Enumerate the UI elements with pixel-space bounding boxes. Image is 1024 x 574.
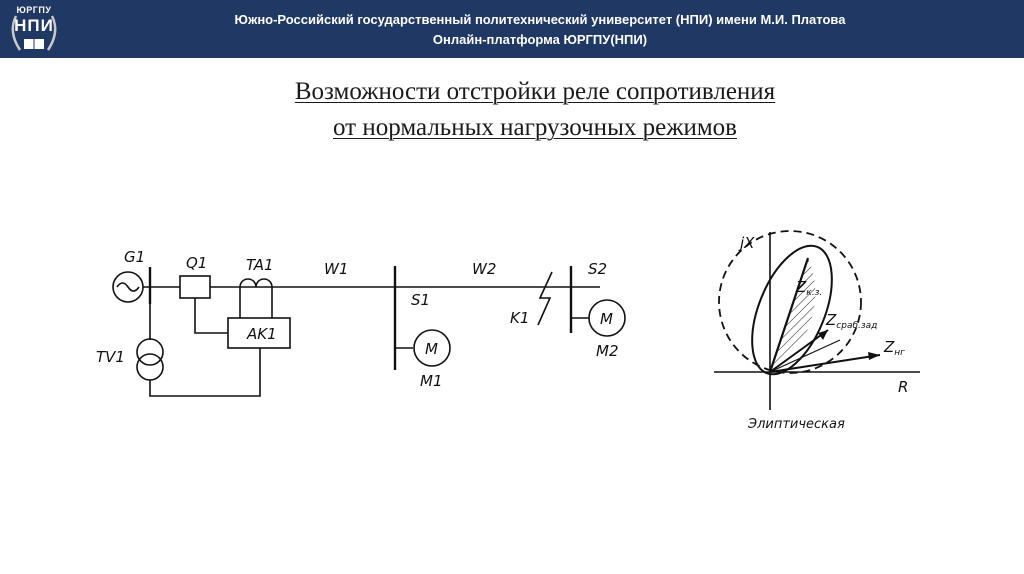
label-zkz: $Z_{к.з.}$ [796, 278, 823, 298]
logo-text-large: НПИ [14, 16, 54, 35]
label-ak1: AK1 [247, 325, 277, 343]
znagr-vector [770, 355, 880, 372]
slide-title-line-2: от нормальных нагрузочных режимов [333, 114, 737, 141]
label-k1: K1 [510, 309, 530, 327]
label-m2-symbol: M [600, 310, 613, 328]
label-znagr: $Z_{нг}$ [884, 338, 905, 358]
label-s2: S2 [588, 260, 608, 278]
logo-text-small: ЮРГПУ [16, 5, 52, 15]
slide-title-line-1: Возможности отстройки реле сопротивления [294, 78, 776, 105]
university-name: Южно-Российский государственный политехнический университет (НПИ) имени М.И. Платова [234, 12, 846, 27]
label-jx-axis: jX [740, 234, 755, 252]
label-w2: W2 [472, 260, 497, 278]
label-tv1: TV1 [96, 348, 125, 366]
label-m1-symbol: M [425, 340, 438, 358]
label-ta1: TA1 [246, 256, 274, 274]
characteristic-caption: Элиптическая [748, 417, 845, 432]
label-zsrab: $Z_{сраб.зад}$ [826, 311, 878, 331]
label-r-axis: R [898, 378, 909, 396]
label-q1: Q1 [186, 254, 208, 272]
label-m2: M2 [596, 342, 619, 360]
label-w1: W1 [324, 260, 349, 278]
label-g1: G1 [124, 248, 146, 266]
label-s1: S1 [411, 291, 431, 309]
label-m1: M1 [420, 372, 443, 390]
platform-name: Онлайн-платформа ЮРГПУ(НПИ) [432, 32, 648, 47]
